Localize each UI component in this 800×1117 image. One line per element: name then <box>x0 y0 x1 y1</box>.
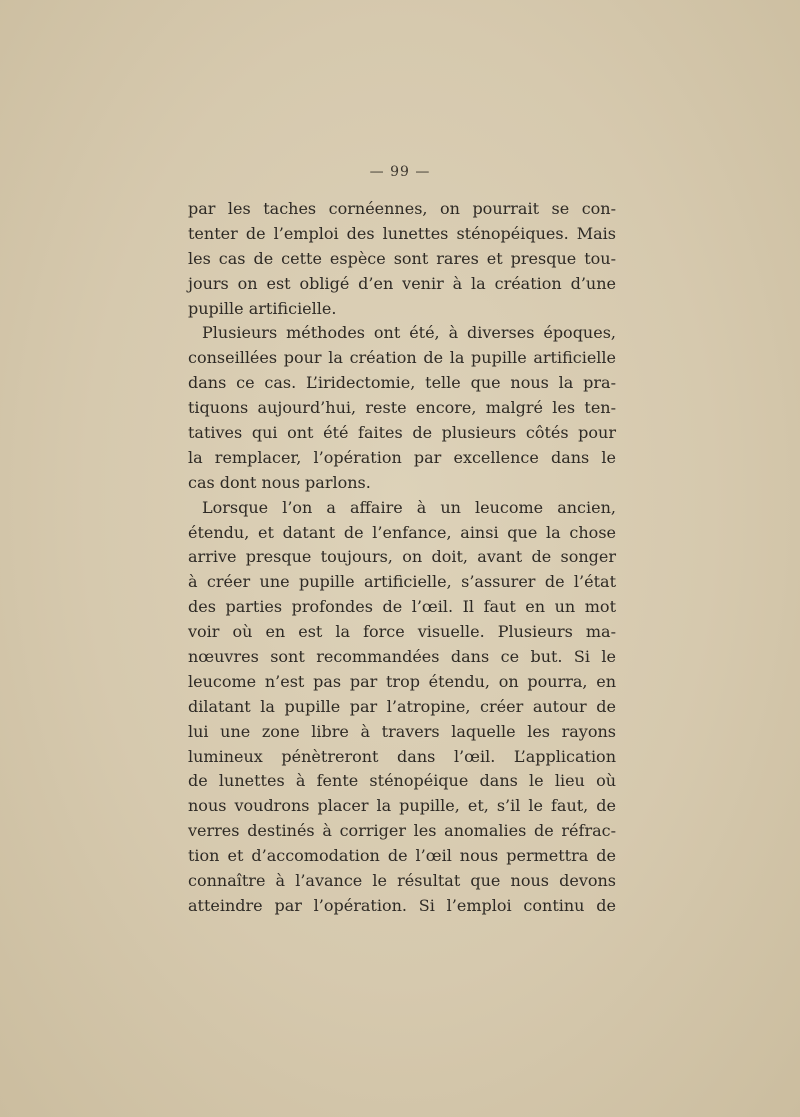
text-line: tenter de l’emploi des lunettes sténopéiques. Mais <box>188 223 616 243</box>
text-line: arrive presque toujours, on doit, avant de songer <box>188 547 616 567</box>
text-line: dilatant la pupille par l’atropine, créer autour de <box>188 696 616 716</box>
text-line: la remplacer, l’opération par excellence dans le <box>188 447 616 467</box>
text-line: de lunettes à fente sténopéique dans le lieu où <box>188 771 616 791</box>
text-line: dans ce cas. L’iridectomie, telle que nous la pra- <box>188 373 616 393</box>
text-line: par les taches cornéennes, on pourrait se con- <box>188 199 616 218</box>
text-line: Lorsque l’on a affaire à un leucome ancien, <box>202 497 616 517</box>
page-number: — 99 — <box>369 164 431 180</box>
text-line: lui une zone libre à travers laquelle les rayons <box>188 721 616 741</box>
text-line: lumineux pénètreront dans l’œil. L’application <box>188 746 616 766</box>
text-line: voir où en est la force visuelle. Plusieurs ma- <box>188 622 616 642</box>
text-line: des parties profondes de l’œil. Il faut en un mot <box>188 597 616 617</box>
text-line: à créer une pupille artificielle, s’assurer de l’état <box>188 572 616 592</box>
text-line: nous voudrons placer la pupille, et, s’il le faut, de <box>188 796 616 816</box>
text-line: étendu, et datant de l’enfance, ainsi que la chose <box>188 522 616 542</box>
text-line: tion et d’accomodation de l’œil nous permettra de <box>188 846 616 866</box>
text-line: tatives qui ont été faites de plusieurs côtés pour <box>188 423 616 443</box>
text-line: pupille artificielle. <box>188 298 337 318</box>
text-line: jours on est obligé d’en venir à la création d’une <box>188 273 616 293</box>
text-line: atteindre par l’opération. Si l’emploi continu de <box>188 895 616 915</box>
text-line: tiquons aujourd’hui, reste encore, malgré les ten- <box>188 398 616 418</box>
text-line: nœuvres sont recommandées dans ce but. Si le <box>188 647 616 667</box>
text-line: conseillées pour la création de la pupille artificielle <box>188 348 616 368</box>
body-text <box>188 197 616 919</box>
text-line: leucome n’est pas par trop étendu, on pourra, en <box>188 671 616 691</box>
text-line: cas dont nous parlons. <box>188 472 371 492</box>
text-line: Plusieurs méthodes ont été, à diverses époques, <box>202 323 616 343</box>
text-line: connaître à l’avance le résultat que nous devons <box>188 871 616 891</box>
text-line: les cas de cette espèce sont rares et presque tou- <box>188 248 616 268</box>
text-line: verres destinés à corriger les anomalies de réfrac- <box>188 821 616 841</box>
